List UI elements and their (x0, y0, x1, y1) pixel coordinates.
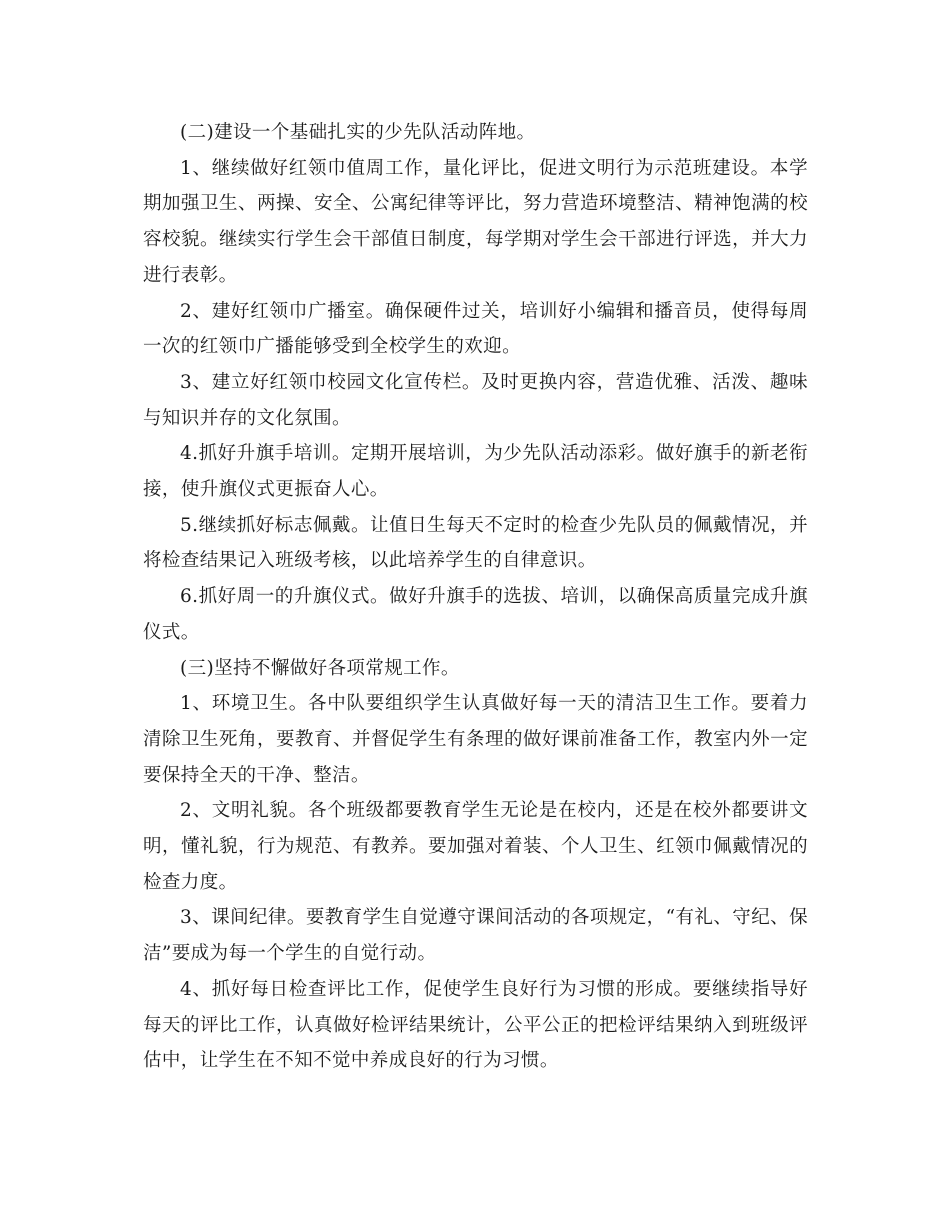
paragraph-4: 4.抓好升旗手培训。定期开展培训，为少先队活动添彩。做好旗手的新老衔接，使升旗仪式更振奋人心。 (143, 443, 808, 501)
paragraph-10: 4、抓好每日检查评比工作，促使学生良好行为习惯的形成。要继续指导好每天的评比工作，认真做好检评结果统计，公平公正的把检评结果纳入到班级评估中，让学生在不知不觉中养成良好的行为习惯。 (143, 978, 808, 1072)
paragraph-5: 5.继续抓好标志佩戴。让值日生每天不定时的检查少先队员的佩戴情况，并将检查结果记入班级考核，以此培养学生的自律意识。 (143, 514, 808, 572)
paragraph-2: 2、建好红领巾广播室。确保硬件过关，培训好小编辑和播音员，使得每周一次的红领巾广播能够受到全校学生的欢迎。 (143, 300, 808, 358)
paragraph-9: 3、课间纪律。要教育学生自觉遵守课间活动的各项规定，“有礼、守纪、保洁”要成为每一个学生的自觉行动。 (143, 907, 808, 965)
paragraph-3: 3、建立好红领巾校园文化宣传栏。及时更换内容，营造优雅、活泼、趣味与知识并存的文化氛围。 (143, 371, 808, 429)
paragraph-6: 6.抓好周一的升旗仪式。做好升旗手的选拔、培训，以确保高质量完成升旗仪式。 (143, 586, 808, 643)
document-body (143, 115, 808, 1079)
section-heading-2: (二)建设一个基础扎实的少先队活动阵地。 (180, 122, 536, 143)
section-heading-3: (三)坚持不懈做好各项常规工作。 (180, 657, 460, 679)
paragraph-1: 1、继续做好红领巾值周工作，量化评比，促进文明行为示范班建设。本学期加强卫生、两操、安全、公寓纪律等评比，努力营造环境整洁、精神饱满的校容校貌。继续实行学生会干部值日制度，每学期对学生会干部进行评选，并大力进行表彰。 (143, 157, 808, 286)
paragraph-7: 1、环境卫生。各中队要组织学生认真做好每一天的清洁卫生工作。要着力清除卫生死角，要教育、并督促学生有条理的做好课前准备工作，教室内外一定要保持全天的干净、整洁。 (143, 693, 808, 786)
paragraph-8: 2、文明礼貌。各个班级都要教育学生无论是在校内，还是在校外都要讲文明，懂礼貌，行为规范、有教养。要加强对着装、个人卫生、红领巾佩戴情况的检查力度。 (143, 800, 808, 893)
